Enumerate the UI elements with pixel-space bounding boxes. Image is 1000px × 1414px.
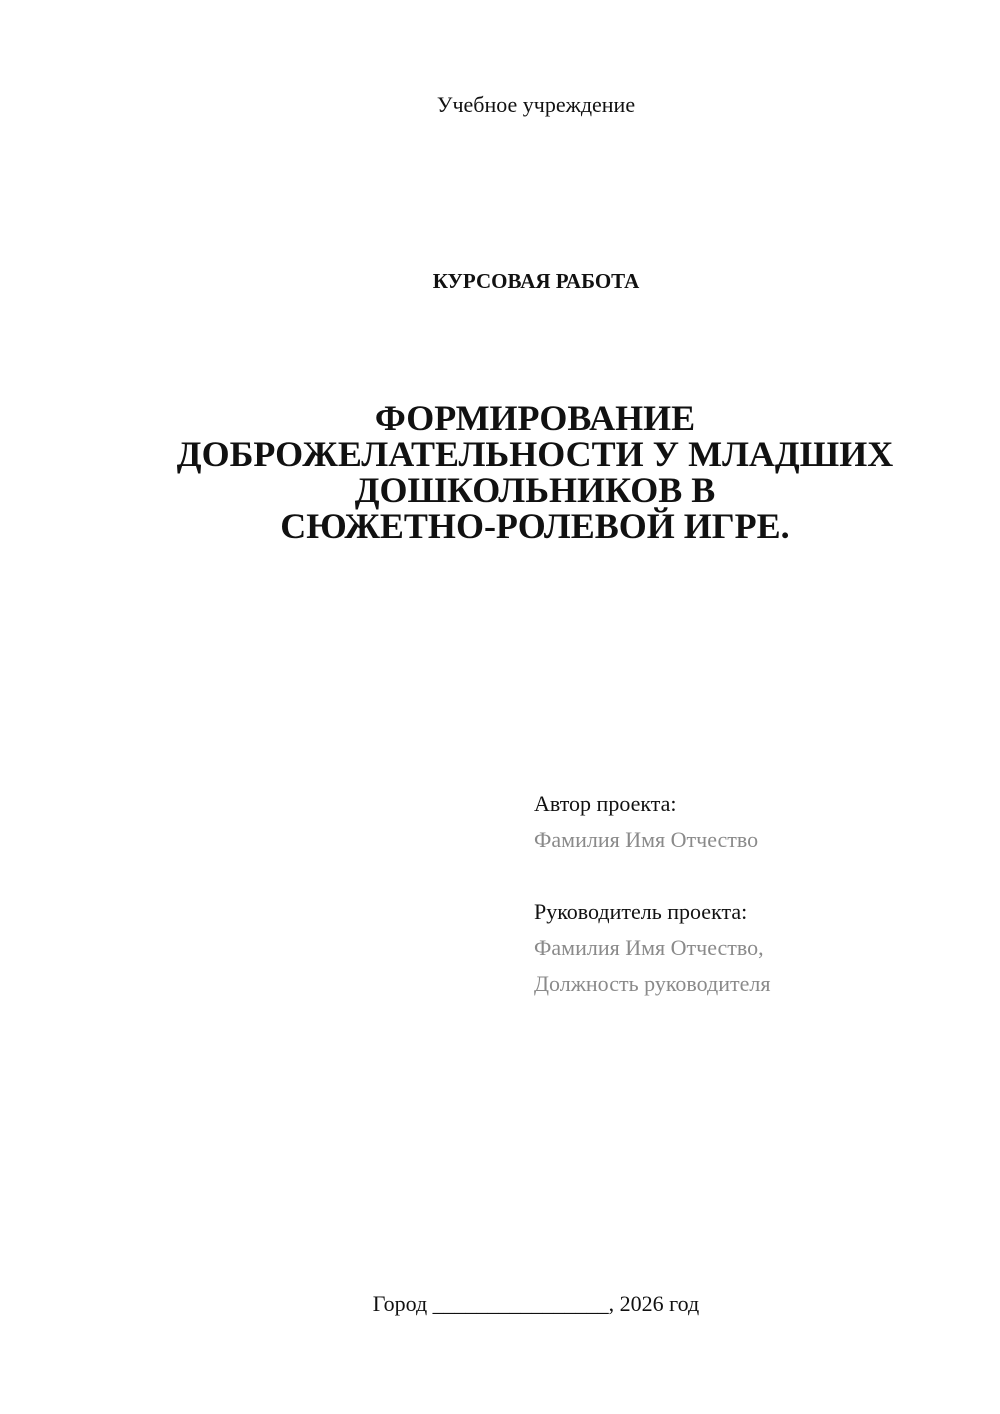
document-title [70, 400, 1000, 544]
author-block [534, 786, 974, 858]
work-type-heading: КУРСОВАЯ РАБОТА [432, 269, 640, 293]
supervisor-name: Фамилия Имя Отчество, [534, 935, 764, 960]
title-line: СЮЖЕТНО-РОЛЕВОЙ ИГРЕ. [280, 506, 790, 546]
city-year-line: Город ________________, 2026 год [372, 1291, 700, 1316]
institution-name: Учебное учреждение [436, 92, 636, 117]
title-line: ДОШКОЛЬНИКОВ В [354, 470, 716, 510]
author-label: Автор проекта: [534, 791, 677, 816]
title-line: ДОБРОЖЕЛАТЕЛЬНОСТИ У МЛАДШИХ [176, 434, 894, 474]
supervisor-label: Руководитель проекта: [534, 899, 748, 924]
supervisor-block [534, 894, 974, 1002]
author-name: Фамилия Имя Отчество [534, 827, 759, 852]
title-line: ФОРМИРОВАНИЕ [374, 398, 696, 438]
supervisor-position: Должность руководителя [534, 971, 771, 996]
